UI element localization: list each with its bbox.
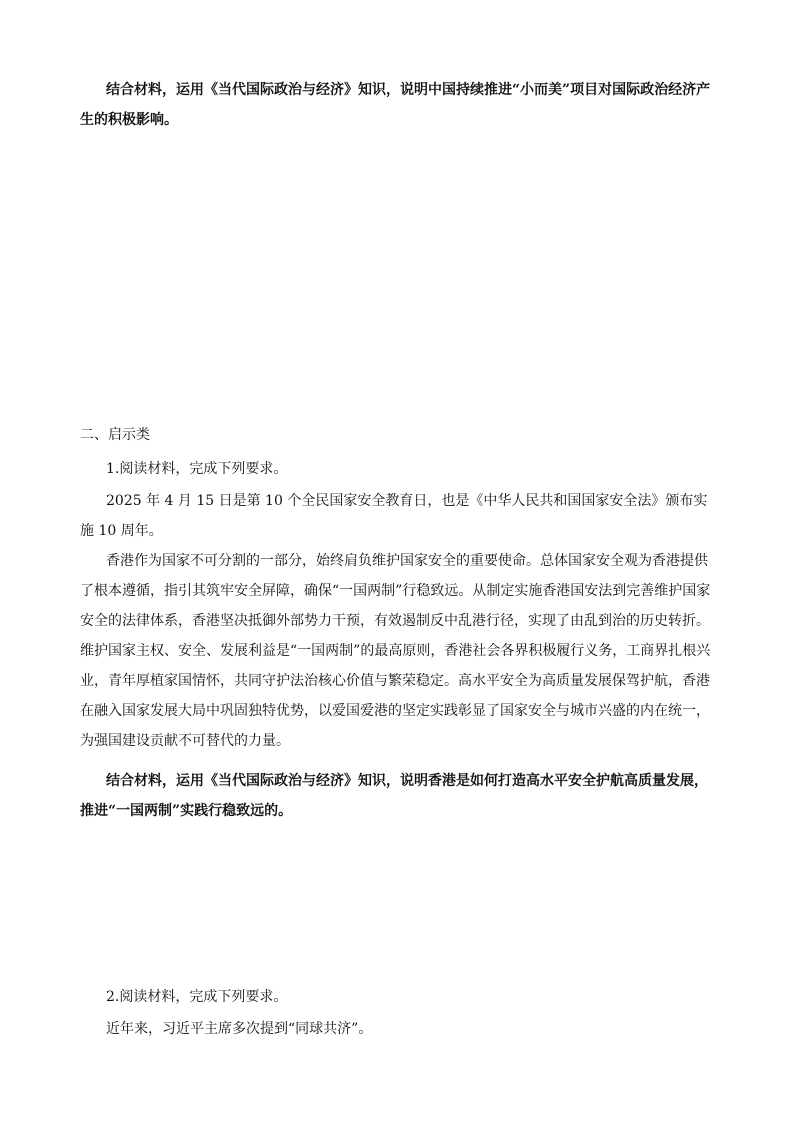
question-1-material-paragraph-2: 香港作为国家不可分割的一部分，始终肩负维护国家安全的重要使命。总体国家安全观为香港提供了根本遵循，指引其筑牢安全屏障，确保“一国两制”行稳致远。从制定实施香港国安法到完善维护国家安全的法律体系，香港坚决抵御外部势力干预，有效遏制反中乱港行径，实现了由乱到治的历史转折。维护国家主权、安全、发展利益是“一国两制”的最高原则，香港社会各界积极履行义务，工商界扎根兴业，青年厚植家国情怀，共同守护法治核心价值与繁荣稳定。高水平安全为高质量发展保驾护航，香港在融入国家发展大局中巩固独特优势，以爱国爱港的坚定实践彰显了国家安全与城市兴盛的内在统一，为强国建设贡献不可替代的力量。 bbox=[80, 553, 711, 749]
question-2-instruction: 2.阅读材料，完成下列要求。 bbox=[106, 989, 288, 1005]
question-1-instruction: 1.阅读材料，完成下列要求。 bbox=[106, 461, 288, 477]
section-title: 二、启示类 bbox=[80, 427, 150, 443]
question-1-material-paragraph-1: 2025 年 4 月 15 日是第 10 个全民国家安全教育日，也是《中华人民共和国国家安全法》颁布实施 10 周年。 bbox=[80, 493, 708, 539]
question-1-task: 结合材料，运用《当代国际政治与经济》知识，说明香港是如何打造高水平安全护航高质量发展，推进“一国两制”实践行稳致远的。 bbox=[80, 773, 708, 819]
question-2-material-paragraph-1: 近年来，习近平主席多次提到“同球共济”。 bbox=[106, 1021, 373, 1037]
question-prompt-small-beautiful: 结合材料，运用《当代国际政治与经济》知识，说明中国持续推进“小而美”项目对国际政治经济产生的积极影响。 bbox=[80, 82, 711, 128]
